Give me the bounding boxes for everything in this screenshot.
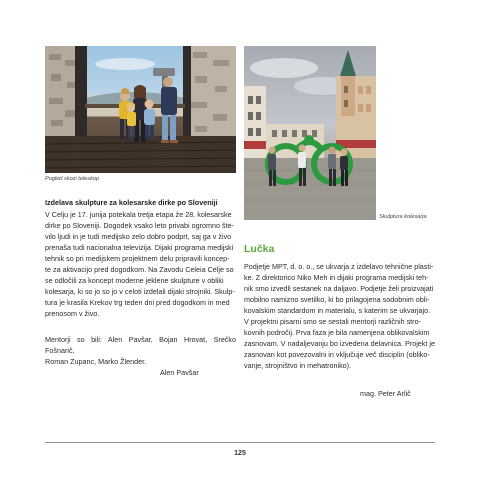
article1-line: prenaša tudi nacionalna televizija. Dijaki programa medijski bbox=[45, 243, 234, 252]
article1-line: prenosom v živo. bbox=[45, 309, 100, 318]
town-square-illustration bbox=[244, 46, 376, 220]
article2-line: ke. Z direktorico Niko Meh in dijaki programa medijski teh- bbox=[244, 273, 429, 282]
article2-line: zasnovan kot povezovalni in vključuje več disciplin (obliko- bbox=[244, 350, 430, 359]
article2-line: zasnovam. V nadaljevanju bo izvedena delavnica. Projekt je bbox=[244, 339, 435, 348]
article1-mentors bbox=[45, 334, 236, 367]
article1-line: tura je krasila Krekov trg teden dni pred dogodkom in med bbox=[45, 298, 230, 307]
article1-line: kolesarja, ki so jo so jo v celoti izdelali dijaki strojniki. Skulp- bbox=[45, 287, 235, 296]
article1-paragraph bbox=[45, 209, 236, 319]
cyclist-sculpture-photo bbox=[244, 46, 376, 220]
article2-line: nik smo izvedli sestanek na daljavo. Podjetje želi proizvajati bbox=[244, 284, 434, 293]
page-number: 125 bbox=[234, 450, 246, 457]
mentors-line: Mentorji so bili: Alen Pavšar, Bojan Hrovat, Srečko Fošnarič, bbox=[45, 335, 236, 355]
telescope-photo bbox=[45, 46, 236, 173]
article1-line: vilo ljudi in je tudi medijsko zelo dobro podprt, saj ga v živo bbox=[45, 232, 232, 241]
article2-line: vanje, strojništvo in mehatroniko). bbox=[244, 361, 352, 370]
telescope-scene-illustration bbox=[45, 46, 236, 173]
article2-line: kovnih področij. Prva faza je bila namenjena oblikovalskim bbox=[244, 328, 430, 337]
article1-line: se odločili za koncept moderne jeklene skulpture v obliki bbox=[45, 276, 224, 285]
article1-line: te za aktivacijo pred dogodkom. Na Zavodu Celeia Celje so bbox=[45, 265, 234, 274]
article1-line: V Celju je 17. junija potekala tretja etapa že 28. kolesarske bbox=[45, 210, 232, 219]
article2-line: mobilno namizno svetilko, ki bo prilagojena sodobnim obli- bbox=[244, 295, 430, 304]
article2-line: kovalskim standardom in materialu, s katerim se ukvarjajo. bbox=[244, 306, 431, 315]
article2-author: mag. Peter Arlič bbox=[360, 389, 411, 398]
article2-paragraph bbox=[244, 261, 435, 371]
article2-line: V projektni pisarni smo se sestali mentorji različnih stro- bbox=[244, 317, 421, 326]
article2-line: Podjetje MPT, d. o. o., se ukvarja z izdelavo tehnične plasti- bbox=[244, 262, 434, 271]
mentors-line: Roman Zupanc, Marko Žlender. bbox=[45, 357, 147, 366]
footer-divider bbox=[45, 442, 435, 443]
telescope-photo-caption: Pogled skozi teleskop bbox=[45, 176, 100, 182]
article1-line: tehnik so pri medijskem projektnem delu pripravili koncep- bbox=[45, 254, 230, 263]
article1-line: dirke po Sloveniji. Dogodek vsako leto privabi ogromno šte- bbox=[45, 221, 234, 230]
article1-author: Alen Pavšar bbox=[160, 368, 199, 377]
article2-title: Lučka bbox=[244, 243, 275, 255]
cyclist-sculpture-caption: Skulptura kolesarja bbox=[379, 214, 427, 220]
article1-title: Izdelava skulpture za kolesarske dirke po Sloveniji bbox=[45, 198, 218, 207]
